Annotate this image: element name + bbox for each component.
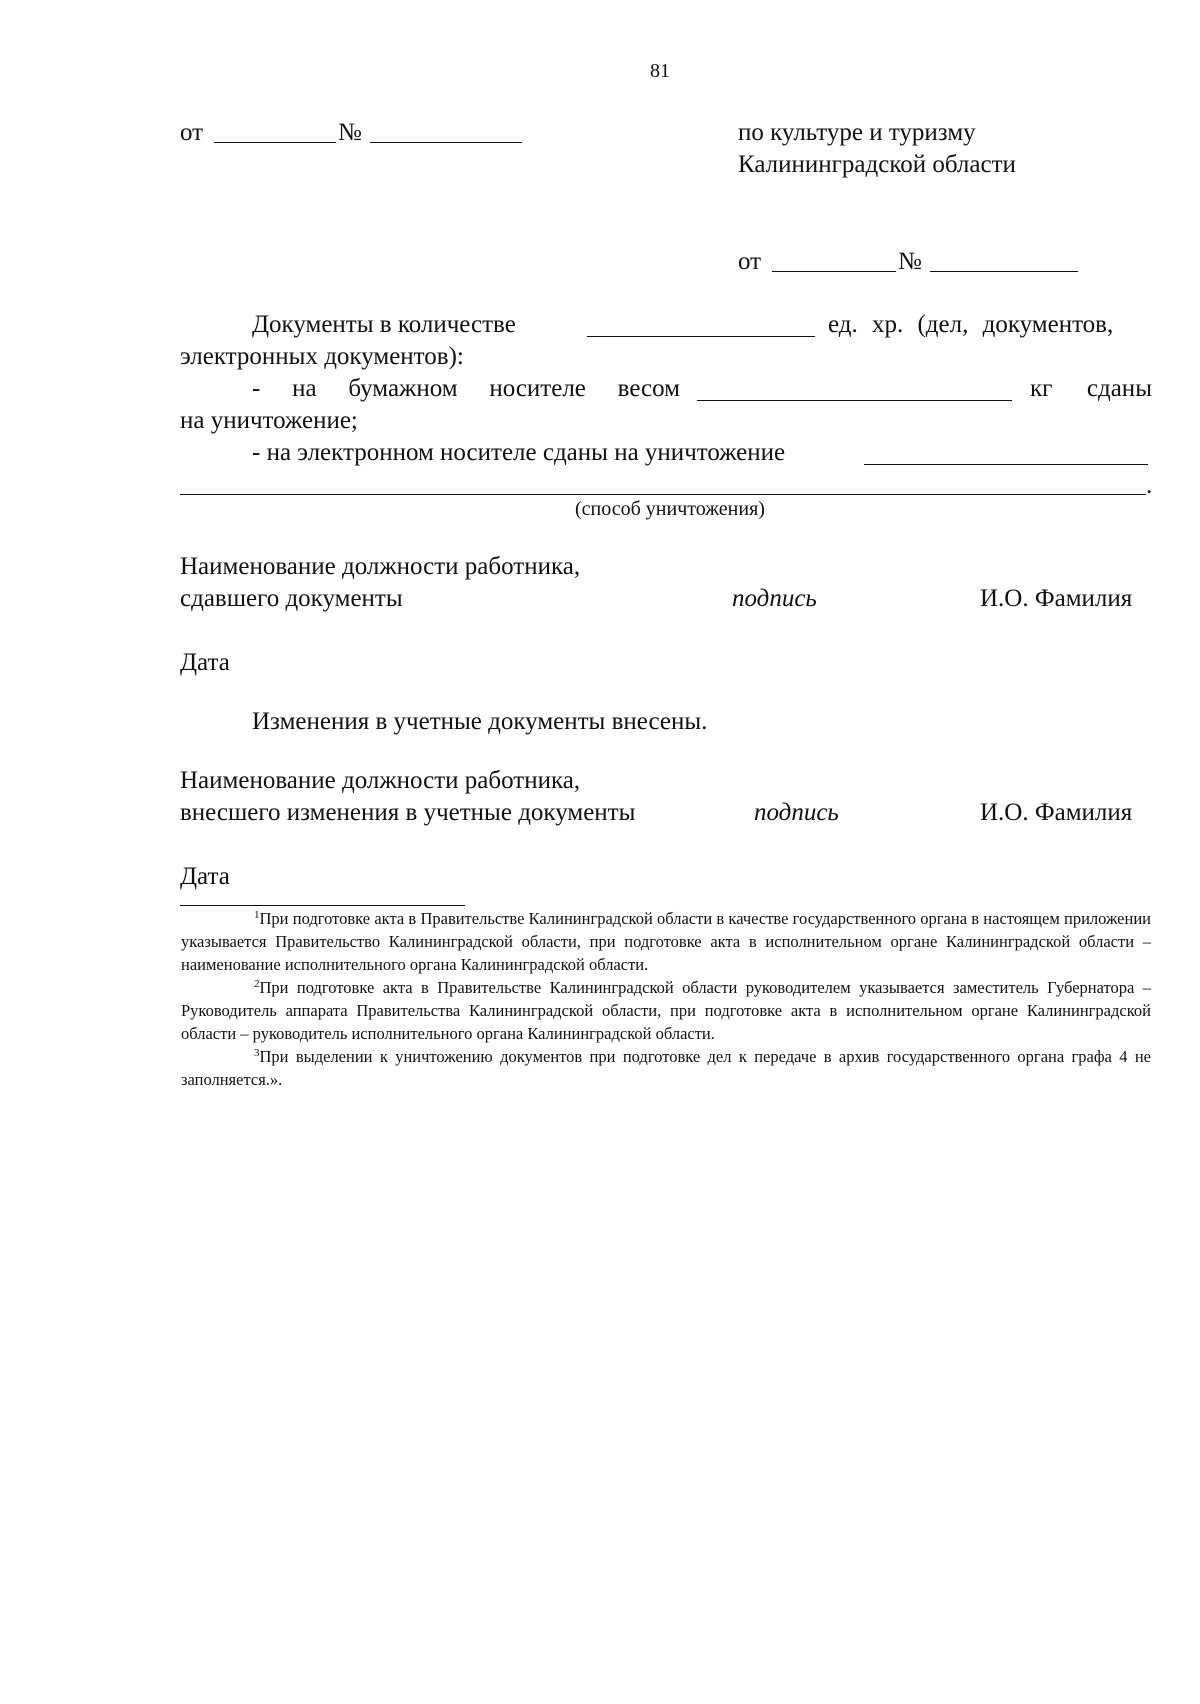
sign1-position-line1: Наименование должности работника,	[180, 553, 581, 580]
footnote-1	[181, 907, 1151, 976]
page-number: 81	[650, 60, 670, 82]
sign2-position-line2: внесшего изменения в учетные документы	[180, 799, 636, 826]
docs-electronic-label: электронных документов):	[180, 343, 464, 370]
electronic-destroy-blank	[864, 464, 1148, 465]
paper-kg-label: кг сданы	[1030, 375, 1152, 402]
destruction-method-period: .	[1146, 472, 1153, 499]
footnote-2-text: При подготовке акта в Правительстве Калининградской области руководителем указывается заместитель Губернатора – Руководитель аппарата Правительства Калининградской области, при подготовке акта в исполнительном органе Калининградской области – руководитель исполнительного органа Калининградской области.	[181, 978, 1151, 1043]
header-left-from-label: от	[180, 119, 204, 146]
destruction-method-blank	[180, 494, 1146, 495]
docs-quantity-label: Документы в количестве	[252, 311, 516, 338]
sign1-position-line2: сдавшего документы	[180, 585, 403, 612]
header-right-line1: по культуре и туризму	[738, 119, 976, 146]
sign2-name-placeholder: И.О. Фамилия	[980, 799, 1133, 826]
docs-units-label: ед. хр. (дел, документов,	[828, 311, 1114, 338]
header-left-number-blank	[370, 142, 522, 143]
paper-weight-blank	[697, 400, 1012, 401]
footnotes	[181, 907, 1151, 1091]
sign1-date-label: Дата	[180, 649, 230, 676]
footnote-separator	[180, 905, 465, 906]
changes-statement: Изменения в учетные документы внесены.	[252, 708, 708, 735]
footnote-3-mark: 3	[254, 1047, 260, 1059]
sign2-signature-placeholder: подпись	[754, 799, 839, 826]
sign1-signature-placeholder: подпись	[732, 585, 817, 612]
docs-quantity-blank	[587, 336, 815, 337]
footnote-2	[181, 976, 1151, 1045]
header-left-date-blank	[214, 142, 336, 143]
footnote-2-mark: 2	[254, 978, 260, 990]
paper-weight-label: - на бумажном носителе весом	[252, 375, 680, 402]
footnote-3	[181, 1045, 1151, 1091]
sign2-date-label: Дата	[180, 863, 230, 890]
destruction-method-caption: (способ уничтожения)	[575, 498, 765, 520]
header-right-line2: Калининградской области	[738, 151, 1016, 178]
footnote-1-mark: 1	[254, 909, 260, 921]
header-right-date-blank	[772, 271, 896, 272]
header-left-number-sign: №	[338, 119, 362, 146]
footnote-3-text: При выделении к уничтожению документов при подготовке дел к передаче в архив государственного органа графа 4 не заполняется.».	[181, 1047, 1151, 1089]
header-right-number-blank	[930, 271, 1078, 272]
paper-destroy-label: на уничтожение;	[180, 407, 358, 434]
header-right-number-sign: №	[898, 248, 922, 275]
sign2-position-line1: Наименование должности работника,	[180, 767, 581, 794]
electronic-destroy-label: - на электронном носителе сданы на уничтожение	[252, 439, 786, 466]
header-right-from-label: от	[738, 248, 762, 275]
sign1-name-placeholder: И.О. Фамилия	[980, 585, 1133, 612]
footnote-1-text: При подготовке акта в Правительстве Калининградской области в качестве государственного органа в настоящем приложении указывается Правительство Калининградской области, при подготовке акта в исполнительном органе Калининградской области – наименование исполнительного органа Калининградской области.	[181, 909, 1151, 974]
